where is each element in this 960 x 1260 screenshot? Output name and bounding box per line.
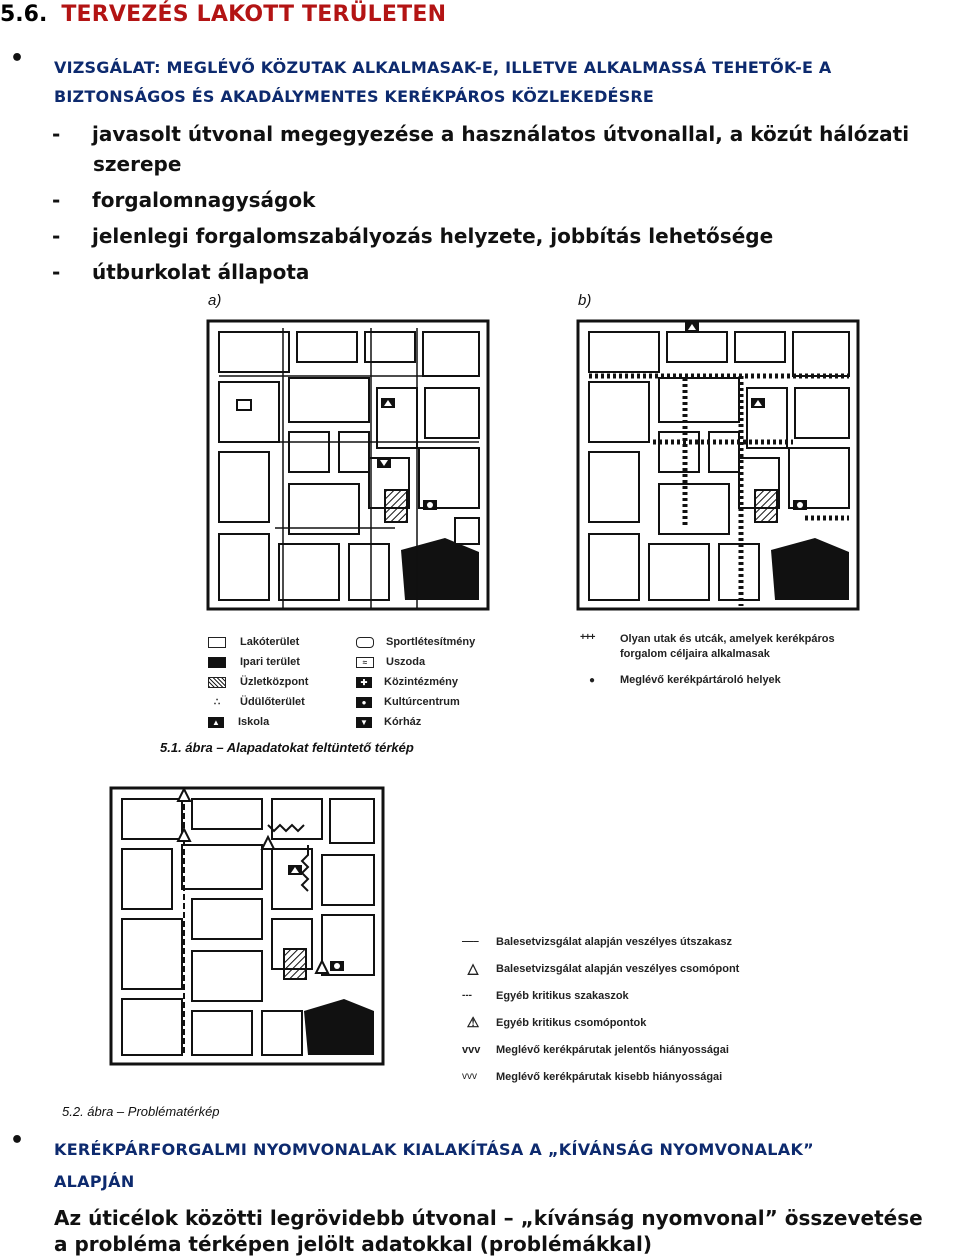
- dots-icon: ∴: [213, 696, 221, 708]
- problem-legend: [462, 928, 792, 1090]
- figure2-caption: 5.2. ábra – Problématérkép: [62, 1104, 220, 1119]
- major-deficiency-icon: vvv: [462, 1043, 481, 1056]
- legend-entry: vvv Meglévő kerékpárutak kisebb hiányosságai: [462, 1070, 723, 1083]
- critical-section-icon: ‐‑‐: [462, 990, 472, 1001]
- criteria-item: - javasolt útvonal megegyezése a használatos útvonallal, a közút hálózati: [52, 122, 910, 146]
- legend-entry: △ Balesetvizsgálat alapján veszélyes csomópont: [462, 955, 792, 982]
- public-building-icon: ✚: [356, 677, 372, 688]
- map-b: [575, 318, 865, 614]
- criteria-item-continuation: szerepe: [93, 152, 182, 176]
- problem-map: [108, 785, 388, 1067]
- legend-entry: ▼ Kórház: [356, 712, 536, 732]
- legend-entry: ● Kultúrcentrum: [356, 692, 536, 712]
- pool-icon: ≈: [356, 657, 374, 668]
- paragraph-line2: a probléma térképen jelölt adatokkal (problémákkal): [54, 1232, 652, 1256]
- legend-entry: Ipari terület: [208, 652, 358, 672]
- filled-box-icon: [208, 657, 226, 668]
- legend-entry: Lakóterület: [208, 632, 358, 652]
- legend-right: [580, 632, 870, 686]
- legend-entry: ‒‒‒ Balesetvizsgálat alapján veszélyes útszakasz: [462, 935, 733, 948]
- map-a-label: a): [208, 292, 222, 309]
- hospital-icon: ▼: [356, 717, 372, 728]
- criteria-item: - útburkolat állapota: [52, 260, 310, 284]
- legend-entry: ≈ Uszoda: [356, 652, 536, 672]
- bullet-task2: •: [10, 1128, 25, 1153]
- task2-line2: ALAPJÁN: [54, 1172, 135, 1191]
- section-heading: [0, 2, 446, 27]
- bullet-task1: •: [10, 46, 25, 71]
- hatched-box-icon: [208, 677, 226, 688]
- paragraph-line1: Az úticélok közötti legrövidebb útvonal – „kívánság nyomvonal” összevetése: [54, 1206, 923, 1230]
- minor-deficiency-icon: vvv: [462, 1071, 477, 1082]
- task1-line2: BIZTONSÁGOS ÉS AKADÁLYMENTES KERÉKPÁROS KÖZLEKEDÉSRE: [54, 87, 655, 106]
- legend-entry: +++ Olyan utak és utcák, amelyek kerékpáros forgalom céljaira alkalmasak: [580, 632, 835, 660]
- legend-entry: ✚ Közintézmény: [356, 672, 536, 692]
- school-icon: ▲: [208, 717, 224, 728]
- legend-entry: ● Meglévő kerékpártároló helyek: [580, 674, 870, 686]
- suitable-road-icon: +++: [580, 632, 595, 643]
- dangerous-section-icon: ‒‒‒: [462, 936, 479, 947]
- section-title: TERVEZÉS LAKOTT TERÜLETEN: [61, 2, 447, 27]
- map-a: [205, 318, 495, 614]
- section-number: 5.6.: [0, 2, 48, 27]
- legend-entry: ▲ Iskola: [208, 712, 358, 732]
- criteria-item: - forgalomnagyságok: [52, 188, 316, 212]
- legend-entry: ‐‑‐ Egyéb kritikus szakaszok: [462, 989, 629, 1002]
- critical-junction-icon: ⚠: [466, 1014, 480, 1030]
- legend-entry: Üzletközpont: [208, 672, 358, 692]
- legend-entry: ⚠ Egyéb kritikus csomópontok: [462, 1009, 792, 1036]
- legend-left: [208, 632, 358, 732]
- criteria-item: - jelenlegi forgalomszabályozás helyzete, jobbítás lehetősége: [52, 224, 774, 248]
- map-b-label: b): [578, 292, 592, 309]
- bike-rack-dot-icon: ●: [588, 674, 596, 686]
- legend-entry: Sportlétesítmény: [356, 632, 536, 652]
- dangerous-junction-icon: △: [467, 960, 479, 976]
- figure1-caption: 5.1. ábra – Alapadatokat feltüntető térkép: [160, 740, 414, 755]
- culture-center-icon: ●: [356, 697, 372, 708]
- legend-entry: vvv Meglévő kerékpárutak jelentős hiányosságai: [462, 1043, 729, 1056]
- sport-icon: [356, 637, 374, 648]
- task2-line1: KERÉKPÁRFORGALMI NYOMVONALAK KIALAKÍTÁSA A „KÍVÁNSÁG NYOMVONALAK”: [54, 1140, 814, 1159]
- legend-mid: [356, 632, 536, 732]
- legend-entry: ∴ Üdülőterület: [208, 692, 358, 712]
- empty-box-icon: [208, 637, 226, 648]
- task1-line1: VIZSGÁLAT: MEGLÉVŐ KÖZUTAK ALKALMASAK-E, ILLETVE ALKALMASSÁ TEHETŐK-E A: [54, 58, 832, 77]
